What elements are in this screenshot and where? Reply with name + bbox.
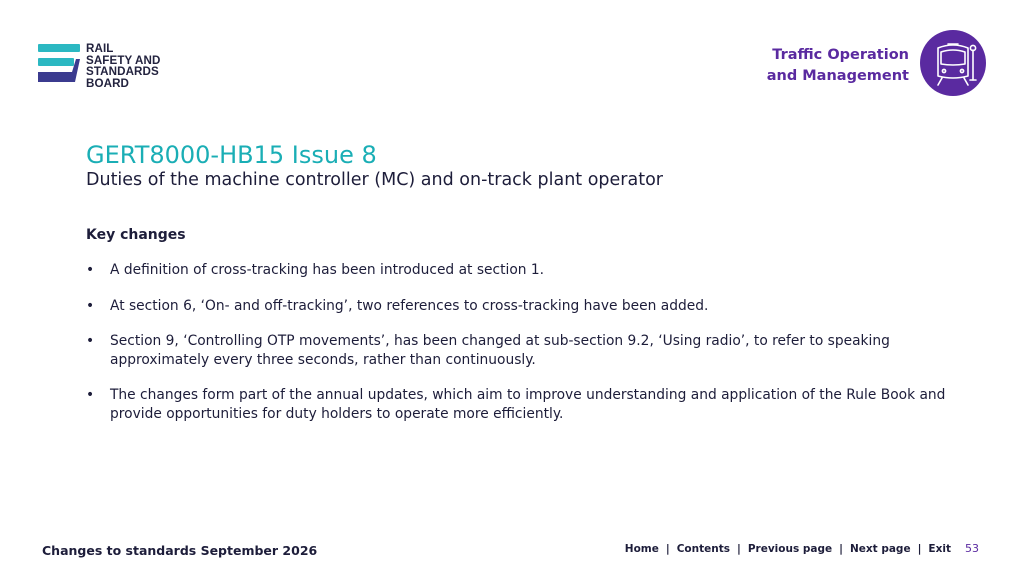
document-subtitle: Duties of the machine controller (MC) and on-track plant operator xyxy=(86,170,663,190)
key-changes-list xyxy=(86,261,946,440)
footer-navigation xyxy=(625,543,951,555)
list-item xyxy=(86,386,946,423)
nav-separator: | xyxy=(737,543,741,555)
logo-line: SAFETY AND xyxy=(86,53,161,67)
nav-next-page-link[interactable]: Next page xyxy=(849,543,911,555)
logo-line: BOARD xyxy=(86,76,130,90)
nav-separator: | xyxy=(839,543,843,555)
nav-separator: | xyxy=(917,543,922,555)
document-id: GERT8000-HB15 Issue 8 xyxy=(86,141,377,169)
logo-line: RAIL xyxy=(86,42,114,55)
section-title-line1: Traffic Operation xyxy=(772,47,909,63)
nav-previous-page-link[interactable]: Previous page xyxy=(747,543,833,555)
nav-separator: | xyxy=(665,543,670,555)
list-item-text: Section 9, ‘Controlling OTP movements’, has been changed at sub-section 9.2, ‘Using radio’, to refer to speaking approximately every three seconds, rather than continuously. xyxy=(110,333,890,368)
bullet-icon: • xyxy=(86,387,95,403)
bullet-icon: • xyxy=(86,333,95,349)
nav-home-link[interactable]: Home xyxy=(624,543,659,555)
list-item xyxy=(86,332,946,369)
rssb-logo xyxy=(38,43,160,89)
train-front-icon xyxy=(920,30,986,96)
nav-contents-link[interactable]: Contents xyxy=(676,543,730,555)
list-item xyxy=(86,297,946,316)
section-title xyxy=(767,45,909,87)
bullet-icon: • xyxy=(86,262,95,278)
section-title-line2: and Management xyxy=(766,68,909,84)
page-number: 53 xyxy=(965,542,979,555)
list-item xyxy=(86,261,946,280)
logo-line: STANDARDS xyxy=(86,65,159,78)
list-item-text: At section 6, ‘On- and off-tracking’, two references to cross-tracking have been added. xyxy=(110,297,709,314)
footer-publication: Changes to standards September 2026 xyxy=(42,543,318,558)
logo-wordmark xyxy=(86,43,160,89)
key-changes-heading: Key changes xyxy=(86,227,186,243)
bullet-icon: • xyxy=(86,297,95,314)
list-item-text: The changes form part of the annual updates, which aim to improve understanding and application of the Rule Book and provide opportunities for duty holders to operate more efficiently. xyxy=(110,387,946,422)
rssb-logo-icon xyxy=(38,43,80,83)
list-item-text: A definition of cross-tracking has been introduced at section 1. xyxy=(110,262,545,278)
nav-exit-link[interactable]: Exit xyxy=(928,543,951,555)
